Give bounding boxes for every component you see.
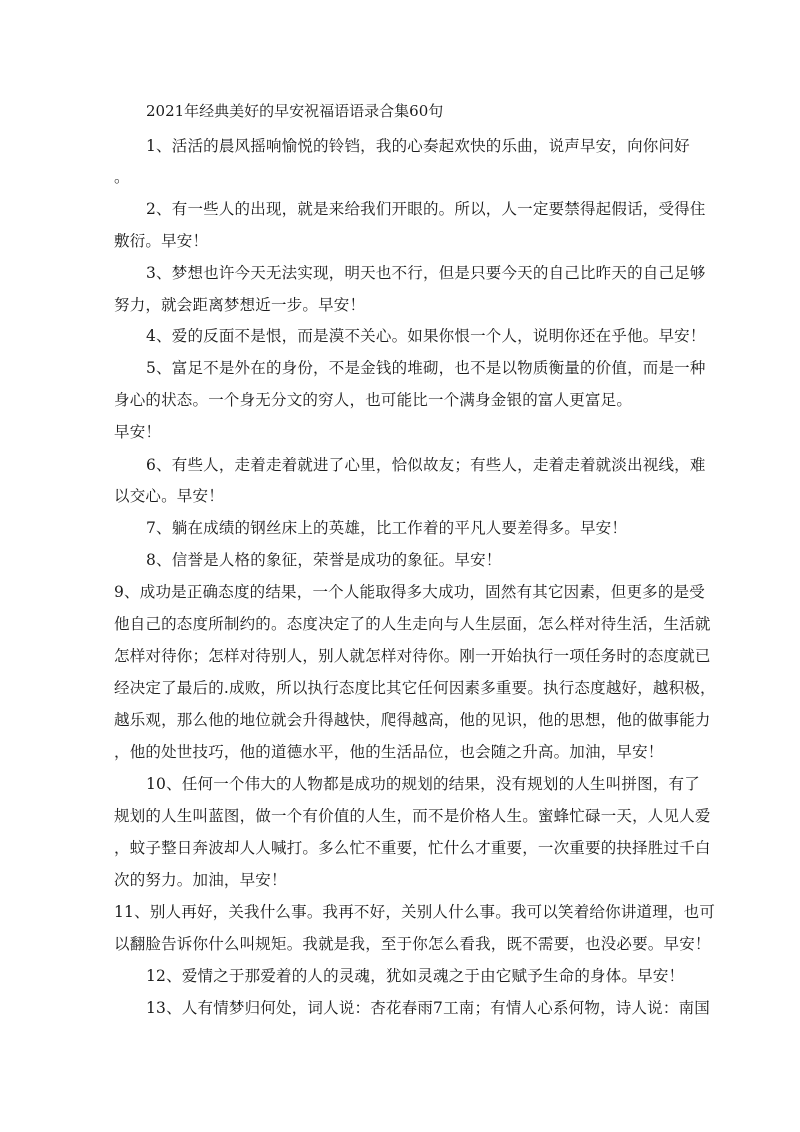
text-line: 5、富足不是外在的身份，不是金钱的堆砌，也不是以物质衡量的价值，而是一种 [146, 359, 706, 377]
text-line: 10、任何一个伟大的人物都是成功的规划的结果，没有规划的人生叫拼图，有了 [146, 775, 700, 793]
text-line: 8、信誉是人格的象征，荣誉是成功的象征。早安！ [146, 551, 502, 569]
text-line: 经决定了最后的.成败，所以执行态度比其它任何因素多重要。执行态度越好，越积极， [114, 679, 716, 697]
text-line: 1、活活的晨风摇响愉悦的铃铛，我的心奏起欢快的乐曲，说声早安，向你问好 [146, 137, 690, 155]
text-line: ，他的处世技巧，他的道德水平，他的生活品位，也会随之升高。加油，早安！ [114, 743, 664, 761]
document-title: 2021年经典美好的早安祝福语语录合集60句 [146, 102, 444, 120]
text-line: 身心的状态。一个身无分文的穷人，也可能比一个满身金银的富人更富足。 [114, 391, 633, 409]
text-line: 以翻脸告诉你什么叫规矩。我就是我，至于你怎么看我，既不需要，也没必要。早安！ [114, 935, 711, 953]
text-line: 努力，就会距离梦想近一步。早安！ [114, 296, 366, 314]
text-line: 7、躺在成绩的钢丝床上的英雄，比工作着的平凡人要差得多。早安！ [146, 519, 628, 537]
text-line: 13、人有情梦归何处，词人说：杏花春雨7工南；有情人心系何物，诗人说：南国 [146, 999, 710, 1017]
text-line: 3、梦想也许今天无法实现，明天也不行，但是只要今天的自己比昨天的自己足够 [146, 264, 706, 282]
text-line: 12、爱情之于那爱着的人的灵魂，犹如灵魂之于由它赋予生命的身体。早安！ [146, 967, 685, 985]
text-line: 次的努力。加油，早安！ [114, 871, 287, 889]
text-line: 敷衍。早安！ [114, 232, 209, 250]
text-line: 以交心。早安！ [114, 487, 224, 505]
text-line: 11、别人再好，关我什么事。我再不好，关别人什么事。我可以笑着给你讲道理，也可 [114, 903, 716, 921]
text-line: 他自己的态度所制约的。态度决定了的人生走向与人生层面，怎么样对待生活，生活就 [114, 615, 711, 633]
text-line: 怎样对待你；怎样对待别人，别人就怎样对待你。刚一开始执行一项任务时的态度就已 [114, 647, 711, 665]
text-line: 规划的人生叫蓝图，做一个有价值的人生，而不是价格人生。蜜蜂忙碌一天，人见人爱 [114, 807, 711, 825]
text-line: 2、有一些人的出现，就是来给我们开眼的。所以，人一定要禁得起假话，受得住 [146, 200, 706, 218]
text-line: 早安！ [114, 423, 162, 441]
text-line: 6、有些人，走着走着就进了心里，恰似故友；有些人，走着走着就淡出视线，难 [146, 456, 706, 474]
text-line: ，蚊子整日奔波却人人喊打。多么忙不重要，忙什么才重要，一次重要的抉择胜过千白 [114, 839, 711, 857]
text-line: 。 [114, 168, 130, 186]
text-line: 4、爱的反面不是恨，而是漠不关心。如果你恨一个人，说明你还在乎他。早安！ [146, 327, 706, 345]
text-line: 越乐观，那么他的地位就会升得越快，爬得越高，他的见识，他的思想，他的做事能力 [114, 711, 711, 729]
text-line: 9、成功是正确态度的结果，一个人能取得多大成功，固然有其它因素，但更多的是受 [114, 583, 705, 601]
